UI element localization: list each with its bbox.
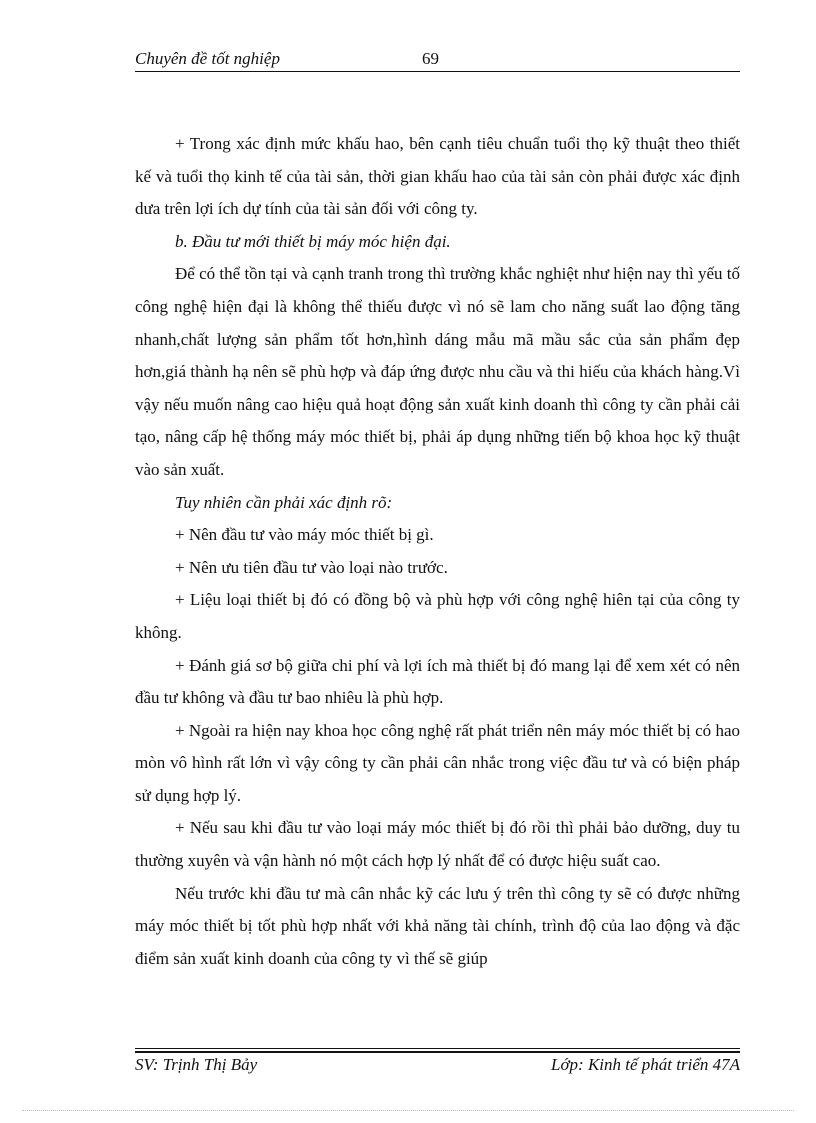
list-item: + Liệu loại thiết bị đó có đồng bộ và phù hợp với công nghệ hiên tại của công ty không. (135, 590, 740, 642)
footer-rule-thick (135, 1051, 740, 1053)
document-title: Chuyên đề tốt nghiệp (135, 49, 280, 68)
section-heading-b: b. Đầu tư mới thiết bị máy móc hiện đại. (175, 231, 451, 251)
document-body (135, 128, 740, 975)
paragraph-depreciation: + Trong xác định mức khấu hao, bên cạnh tiêu chuẩn tuổi thọ kỹ thuật theo thiết kế và tuổi thọ kinh tế của tài sản, thời gian khấu hao của tài sản còn phải được xác định dưa trên lợi ích dự tính của tài sản đối với công ty. (135, 134, 740, 219)
list-item: + Đánh giá sơ bộ giữa chi phí và lợi ích mà thiết bị đó mang lại để xem xét có nên đầu tư không và đầu tư bao nhiêu là phù hợp. (135, 655, 740, 708)
paragraph-technology: Để có thể tồn tại và cạnh tranh trong thì trường khắc nghiệt như hiện nay thì yếu tố công nghệ hiện đại là không thể thiếu được vì nó sẽ lam cho năng suất lao động tăng nhanh,chất lượng sản phẩm tốt hơn,hình dáng mẫu mã mầu sắc của sản phẩm đẹp hơn,giá thành hạ nên sẽ phù hợp và đáp ứng được nhu cầu và thi hiếu của khách hàng.Vì vậy nếu muốn nâng cao hiệu quả hoạt động sản xuất kinh doanh thì công ty cần phải cải tạo, nâng cấp hệ thống máy móc thiết bị, phải áp dụng những tiến bộ khoa học kỹ thuật vào sản xuất. (135, 264, 740, 479)
footer-class: Lớp: Kinh tế phát triển 47A (551, 1055, 740, 1074)
footer-student: SV: Trịnh Thị Bảy (135, 1055, 258, 1074)
paragraph-conclusion: Nếu trước khi đầu tư mà cân nhắc kỹ các lưu ý trên thì công ty sẽ có được những máy móc thiết bị tốt phù hợp nhất với khả năng tài chính, trình độ của lao động và đặc điểm sản xuất kinh doanh của công ty vì thế sẽ giúp (135, 883, 740, 968)
list-item: + Nếu sau khi đầu tư vào loại máy móc thiết bị đó rồi thì phải bảo dưỡng, duy tu thường xuyên và vận hành nó một cách hợp lý nhất để có được hiệu suất cao. (135, 818, 740, 871)
list-item: + Nên đầu tư vào máy móc thiết bị gì. (175, 525, 434, 545)
list-item: + Ngoài ra hiện nay khoa học công nghệ rất phát triển nên máy móc thiết bị có hao mòn vô hình rất lớn vì vậy công ty cần phải cân nhắc trong việc đầu tư và có biện pháp sử dụng hợp lý. (135, 720, 740, 805)
list-item: + Nên ưu tiên đầu tư vào loại nào trước. (175, 557, 448, 577)
page-number: 69 (422, 49, 439, 68)
page-footer (135, 1048, 740, 1082)
paragraph-intro-list: Tuy nhiên cần phải xác định rõ: (175, 492, 393, 512)
page-bottom-divider (22, 1110, 794, 1111)
page-header (135, 48, 740, 72)
footer-rule (135, 1048, 740, 1049)
header-rule (135, 71, 740, 72)
